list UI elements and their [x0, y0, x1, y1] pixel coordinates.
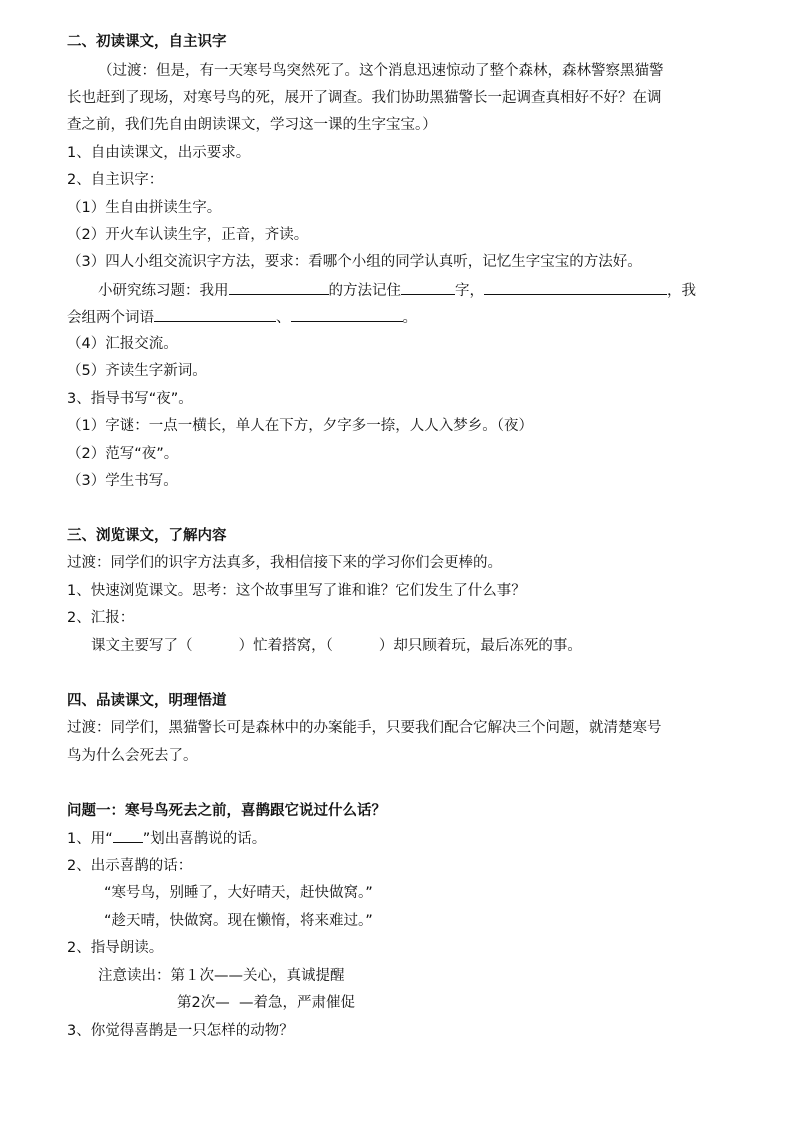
- exercise-text: ，我: [667, 283, 696, 299]
- question-1-heading: 问题一：寒号鸟死去之前，喜鹊跟它说过什么话？: [67, 803, 386, 819]
- writing-demo: （2）范写“夜”。: [67, 446, 179, 462]
- blank-word-2: [291, 307, 403, 322]
- underline-sample: [113, 828, 143, 843]
- section-4-transition-2: 鸟为什么会死去了。: [67, 748, 198, 764]
- question-1-step-4: 3、你觉得喜鹊是一只怎样的动物？: [67, 1023, 294, 1039]
- question-1-step-2: 2、出示喜鹊的话：: [67, 858, 193, 874]
- question-1-step-1: [67, 828, 266, 849]
- section-4-heading: 四、品读课文，明理悟道: [67, 693, 227, 709]
- section-3-step-2: 2、汇报：: [67, 610, 135, 626]
- blank-character: [401, 280, 455, 295]
- step-text: 1、用“: [67, 831, 113, 847]
- blank-word-1: [154, 307, 276, 322]
- exercise-text: 字，: [455, 283, 484, 299]
- blank-explanation: [484, 280, 667, 295]
- substep-4: （4）汇报交流。: [67, 336, 178, 352]
- substep-5: （5）齐读生字新词。: [67, 363, 207, 379]
- exercise-line-2: [67, 307, 417, 328]
- section-2-intro-line-1: （过渡：但是，有一天寒号鸟突然死了。这个消息迅速惊动了整个森林，森林警察黑猫警: [98, 63, 664, 79]
- exercise-text: 会组两个词语: [67, 310, 154, 326]
- exercise-text: 、: [276, 310, 291, 326]
- section-3-summary: 课文主要写了（ ）忙着搭窝，（ ）却只顾着玩，最后冻死的事。: [91, 638, 582, 654]
- section-4-transition-1: 过渡：同学们，黑猫警长可是森林中的办案能手，只要我们配合它解决三个问题，就清楚寒号: [67, 720, 662, 736]
- section-2-heading: 二、初读课文，自主识字: [67, 34, 227, 50]
- substep-3: （3）四人小组交流识字方法，要求：看哪个小组的同学认真听，记忆生字宝宝的方法好。: [67, 254, 642, 270]
- step-writing-guide: 3、指导书写“夜”。: [67, 391, 193, 407]
- exercise-text: 的方法记住: [328, 283, 401, 299]
- substep-1: （1）生自由拼读生字。: [67, 200, 222, 216]
- substep-2: （2）开火车认读生字，正音，齐读。: [67, 227, 309, 243]
- section-3-heading: 三、浏览课文，了解内容: [67, 528, 227, 544]
- exercise-text: 小研究练习题：我用: [98, 283, 229, 299]
- section-3-step-1: 1、快速浏览课文。思考：这个故事里写了谁和谁？它们发生了什么事？: [67, 583, 526, 599]
- magpie-quote-1: “寒号鸟，别睡了，大好晴天，赶快做窝。”: [104, 885, 373, 901]
- question-1-step-3: 2、指导朗读。: [67, 940, 164, 956]
- writing-practice: （3）学生书写。: [67, 473, 178, 489]
- exercise-text: 。: [402, 310, 417, 326]
- reading-note-1: 注意读出：第１次——关心，真诚提醒: [98, 968, 345, 984]
- writing-riddle: （1）字谜：一点一横长，单人在下方，夕字多一捺，人人入梦乡。（夜）: [67, 418, 533, 434]
- step-self-literacy: 2、自主识字：: [67, 172, 164, 188]
- blank-method: [229, 280, 329, 295]
- reading-note-2: 第2次— —着急，严肃催促: [177, 995, 355, 1011]
- section-3-transition: 过渡：同学们的识字方法真多，我相信接下来的学习你们会更棒的。: [67, 555, 502, 571]
- step-read-freely: 1、自由读课文，出示要求。: [67, 145, 251, 161]
- magpie-quote-2: “趁天晴，快做窝。现在懒惰，将来难过。”: [104, 913, 373, 929]
- exercise-line-1: [98, 280, 696, 301]
- step-text: ”划出喜鹊说的话。: [142, 831, 267, 847]
- section-2-intro-line-2: 长也赶到了现场，对寒号鸟的死，展开了调查。我们协助黑猫警长一起调查真相好不好？在调: [67, 90, 662, 106]
- section-2-intro-line-3: 查之前，我们先自由朗读课文，学习这一课的生字宝宝。）: [67, 117, 437, 133]
